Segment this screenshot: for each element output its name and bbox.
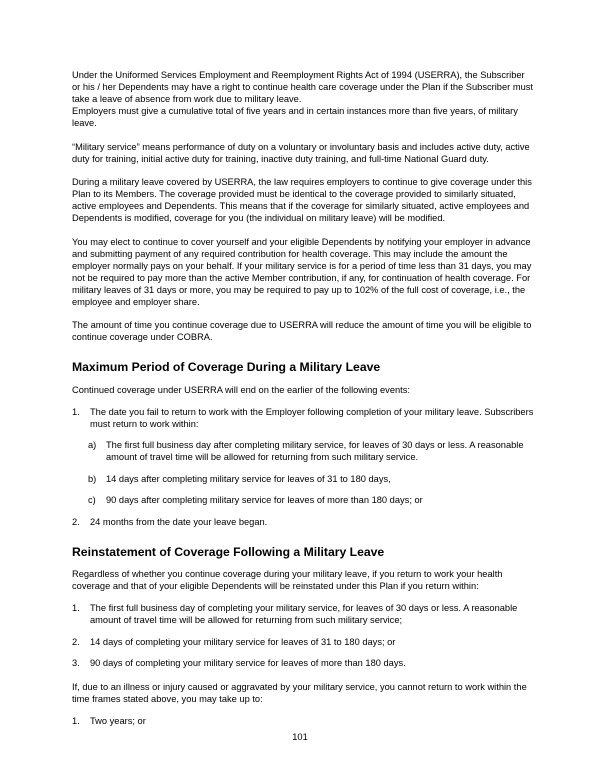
- list-number: 2.: [72, 636, 80, 647]
- sub-list-text: 14 days after completing military service for leaves of 31 to 180 days,: [106, 473, 391, 484]
- list-number: 1.: [72, 603, 80, 613]
- section1-lead: Continued coverage under USERRA will end on the earlier of the following events:: [72, 384, 410, 395]
- list-number: 1.: [72, 715, 80, 726]
- sub-list-item: [72, 439, 534, 463]
- final-list: [72, 715, 534, 727]
- section2-list: [72, 602, 534, 669]
- list-item-text: Two years; or: [90, 715, 146, 726]
- page-number: 101: [292, 732, 308, 742]
- sub-list-item: [72, 473, 534, 485]
- sub-list-item: [72, 494, 534, 506]
- list-item: [72, 636, 534, 648]
- illness-paragraph: If, due to an illness or injury caused or aggravated by your military service, you cannot return to work within the time frames stated above, you may take up to:: [72, 681, 527, 704]
- list-item-text: The first full business day of completing your military service, for leaves of 30 days or less. A reasonable amount of travel time will be allowed for returning from such military service;: [90, 603, 518, 625]
- list-item-text: 24 months from the date your leave began.: [90, 516, 268, 527]
- section-heading-reinstatement: Reinstatement of Coverage Following a Military Leave: [72, 544, 385, 559]
- document-page: [72, 69, 534, 727]
- elect-paragraph: You may elect to continue to cover yourself and your eligible Dependents by notifying your employer in advance and submitting payment of any required contribution for health coverage. This may include the amount the employer normally pays on your behalf. If your military service is for a period of time less than 31 days, you may not be required to pay more than the active Member contribution, if any, for continuation of health coverage. For military leaves of 31 days or more, you may be required to pay up to 102% of the full cost of coverage, i.e., the employee and employer share.: [72, 236, 532, 307]
- section2-lead: Regardless of whether you continue coverage during your military leave, if you return to work your health coverage and that of your eligible Dependents will be reinstated under this Plan if you return within:: [72, 569, 503, 591]
- section1-list: [72, 406, 534, 528]
- list-number: 1.: [72, 406, 80, 417]
- sub-list-letter: b): [88, 473, 97, 484]
- list-item: [72, 406, 534, 507]
- list-item: [72, 516, 534, 528]
- sub-list-text: The first full business day after completing military service, for leaves of 30 days or less. A reasonable amount of travel time will be allowed for returning from such military service.: [106, 440, 524, 462]
- intro-paragraph: Under the Uniformed Services Employment and Reemployment Rights Act of 1994 (USERRA), the Subscriber or his / her Dependents may have a right to continue health care coverage under the Plan if the Subscriber must take a leave of absence from work due to military leave.: [72, 70, 533, 104]
- sub-list-letter: a): [88, 440, 97, 450]
- military-service-paragraph: “Military service” means performance of duty on a voluntary or involuntary basis and includes active duty, active duty for training, initial active duty for training, inactive duty training, and full-time National Guard duty.: [72, 141, 530, 164]
- intro-paragraph-2: Employers must give a cumulative total of five years and in certain instances more than five years, of military leave.: [72, 106, 518, 128]
- list-item-text: The date you fail to return to work with the Employer following completion of your military leave. Subscribers must return to work within:: [90, 406, 534, 429]
- sub-list-letter: c): [88, 495, 96, 505]
- list-item: [72, 602, 534, 626]
- section-heading-maximum-period: Maximum Period of Coverage During a Military Leave: [72, 360, 381, 374]
- sub-list-text: 90 days after completing military service for leaves of more than 180 days; or: [106, 495, 423, 505]
- list-item-text: 90 days of completing your military service for leaves of more than 180 days.: [90, 658, 406, 668]
- list-item-text: 14 days of completing your military service for leaves of 31 to 180 days; or: [90, 636, 396, 647]
- list-item: [72, 657, 534, 669]
- sub-list: [72, 439, 534, 506]
- list-number: 3.: [72, 658, 80, 668]
- list-item: [72, 715, 534, 727]
- cobra-paragraph: The amount of time you continue coverage due to USERRA will reduce the amount of time you will be eligible to continue coverage under COBRA.: [72, 320, 532, 342]
- during-leave-paragraph: During a military leave covered by USERRA, the law requires employers to continue to give coverage under this Plan to its Members. The coverage provided must be identical to the coverage provided to similarly situated, active employees and Dependents. This means that if the coverage for similarly situated, active employees and Dependents is modified, coverage for you (the individual on military leave) will be modified.: [72, 177, 532, 223]
- list-number: 2.: [72, 516, 80, 527]
